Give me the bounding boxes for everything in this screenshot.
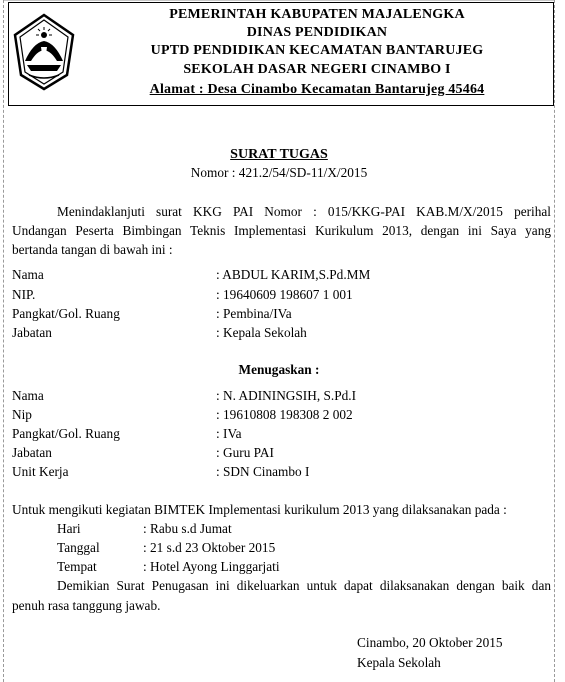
signer-value-nip: : 19640609 198607 1 001: [216, 287, 353, 302]
assignee-label-rank: Pangkat/Gol. Ruang: [12, 426, 120, 441]
signer-label-rank: Pangkat/Gol. Ruang: [12, 306, 120, 321]
activity-label-day: Hari: [57, 521, 81, 536]
assignee-value-rank: : IVa: [216, 426, 242, 441]
activity-label-date: Tanggal: [57, 540, 100, 555]
activity-value-day: : Rabu s.d Jumat: [143, 521, 232, 536]
activity-label-place: Tempat: [57, 559, 97, 574]
letterhead-line-department: DINAS PENDIDIKAN: [246, 25, 388, 40]
intro-line-2: Undangan Peserta Bimbingan Teknis Implementasi Kurikulum 2013, dengan ini Saya yang: [12, 223, 551, 238]
letterhead-line-school: SEKOLAH DASAR NEGERI CINAMBO I: [183, 62, 451, 77]
intro-line-3: bertanda tangan di bawah ini :: [12, 242, 173, 257]
closing-line-2: penuh rasa tanggung jawab.: [12, 598, 161, 613]
letterhead-line-government: PEMERINTAH KABUPATEN MAJALENGKA: [169, 7, 465, 22]
letterhead-address: Alamat : Desa Cinambo Kecamatan Bantarujeg 45464: [149, 82, 485, 97]
signer-value-rank: : Pembina/IVa: [216, 306, 292, 321]
assignee-label-nip: Nip: [12, 407, 32, 422]
signer-value-position: : Kepala Sekolah: [216, 325, 307, 340]
activity-value-place: : Hotel Ayong Linggarjati: [143, 559, 280, 574]
assign-heading: Menugaskan :: [238, 362, 320, 377]
assignee-value-position: : Guru PAI: [216, 445, 274, 460]
letter-title: SURAT TUGAS: [230, 147, 328, 162]
intro-line-1: Menindaklanjuti surat KKG PAI Nomor : 015/KKG-PAI KAB.M/X/2015 perihal: [57, 204, 551, 219]
signature-position: Kepala Sekolah: [357, 655, 441, 670]
right-margin-guide: [554, 0, 555, 682]
letterhead-line-uptd: UPTD PENDIDIKAN KECAMATAN BANTARUJEG: [150, 43, 484, 58]
letter-number: Nomor : 421.2/54/SD-11/X/2015: [190, 165, 368, 180]
activity-intro: Untuk mengikuti kegiatan BIMTEK Implementasi kurikulum 2013 yang dilaksanakan pada :: [12, 502, 507, 517]
signature-place-date: Cinambo, 20 Oktober 2015: [357, 635, 503, 650]
signer-label-nip: NIP.: [12, 287, 36, 302]
signer-value-name: : ABDUL KARIM,S.Pd.MM: [216, 267, 371, 282]
assignee-label-unit: Unit Kerja: [12, 464, 69, 479]
left-margin-guide: [3, 0, 4, 682]
regency-emblem-logo: [13, 13, 75, 91]
signer-label-name: Nama: [12, 267, 44, 282]
assignee-value-name: : N. ADININGSIH, S.Pd.I: [216, 388, 356, 403]
activity-value-date: : 21 s.d 23 Oktober 2015: [143, 540, 276, 555]
signer-label-position: Jabatan: [12, 325, 52, 340]
closing-line-1: Demikian Surat Penugasan ini dikeluarkan untuk dapat dilaksanakan dengan baik dan: [57, 578, 551, 593]
page-top-edge: [3, 0, 555, 1]
assignee-value-nip: : 19610808 198308 2 002: [216, 407, 353, 422]
assignee-value-unit: : SDN Cinambo I: [216, 464, 310, 479]
assignee-label-position: Jabatan: [12, 445, 52, 460]
assignee-label-name: Nama: [12, 388, 44, 403]
